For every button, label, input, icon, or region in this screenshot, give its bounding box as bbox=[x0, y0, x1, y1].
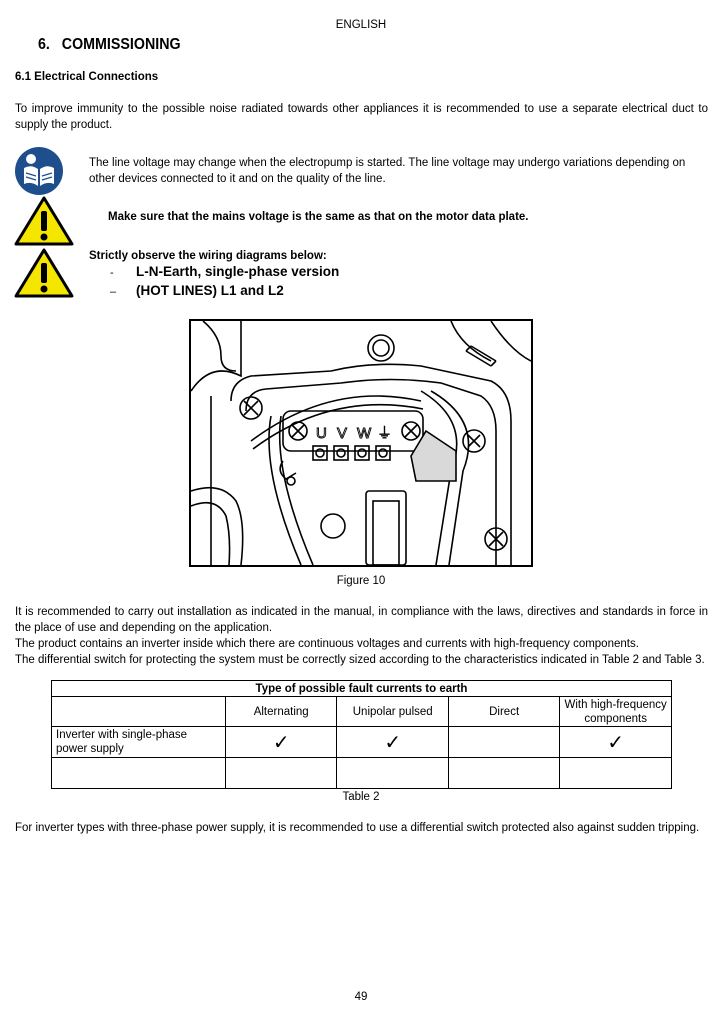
terminal-label-w: W bbox=[357, 425, 372, 442]
warning-icon bbox=[13, 195, 75, 252]
page-header-language: ENGLISH bbox=[335, 19, 387, 31]
section-title: 6. COMMISSIONING bbox=[38, 36, 181, 53]
subsection-title: 6.1 Electrical Connections bbox=[15, 71, 159, 83]
terminal-label-v: V bbox=[337, 425, 348, 442]
check-cell bbox=[448, 758, 559, 789]
mains-voltage-warning: Make sure that the mains voltage is the same as that on the motor data plate. bbox=[108, 211, 529, 223]
bullet-dash: – bbox=[110, 286, 117, 298]
table-header: Direct bbox=[448, 697, 559, 727]
warning-icon bbox=[13, 247, 75, 304]
check-cell: ✓ bbox=[337, 727, 448, 758]
row-label: Inverter with single-phase power supply bbox=[52, 727, 226, 758]
check-cell bbox=[448, 727, 559, 758]
bullet-text: (HOT LINES) L1 and L2 bbox=[136, 283, 284, 298]
check-cell bbox=[225, 758, 337, 789]
table-title: Type of possible fault currents to earth bbox=[52, 681, 672, 697]
bullet-text: L-N-Earth, single-phase version bbox=[136, 264, 340, 279]
wiring-instruction: Strictly observe the wiring diagrams below: bbox=[89, 250, 327, 262]
body-paragraph: The product contains an inverter inside which there are continuous voltages and currents with high-frequency components. bbox=[15, 638, 639, 650]
table-row bbox=[52, 758, 672, 789]
manual-note: The line voltage may change when the electropump is started. The line voltage may undergo variations depending on other devices connected to it and on the quality of the line. bbox=[89, 157, 686, 185]
page-number: 49 bbox=[354, 991, 368, 1003]
check-cell bbox=[560, 758, 672, 789]
wiring-bullet bbox=[110, 283, 284, 298]
check-cell: ✓ bbox=[225, 727, 337, 758]
earth-symbol: ⏚ bbox=[377, 424, 393, 442]
wiring-bullet bbox=[110, 264, 339, 279]
intro-paragraph: To improve immunity to the possible noise radiated towards other appliances it is recommended to use a separate electrical duct to supply the product. bbox=[15, 103, 708, 131]
fault-currents-table bbox=[51, 680, 672, 789]
body-paragraph: The differential switch for protecting the system must be correctly sized according to the characteristics indicated in Table 2 and Table 3. bbox=[15, 654, 705, 666]
terminal-label-u: U bbox=[316, 425, 327, 442]
check-cell bbox=[337, 758, 448, 789]
footer-note: For inverter types with three-phase power supply, it is recommended to use a differential switch protected also against sudden tripping. bbox=[15, 822, 700, 834]
figure-caption: Figure 10 bbox=[336, 575, 386, 587]
check-cell: ✓ bbox=[560, 727, 672, 758]
row-label bbox=[52, 758, 226, 789]
table-header: With high-frequency components bbox=[560, 697, 672, 727]
table-caption: Table 2 bbox=[342, 791, 380, 803]
table-row bbox=[52, 727, 672, 758]
read-manual-icon bbox=[14, 146, 64, 201]
table-header: Unipolar pulsed bbox=[337, 697, 448, 727]
table-header: Alternating bbox=[225, 697, 337, 727]
table-header-empty bbox=[52, 697, 226, 727]
bullet-dash: - bbox=[110, 267, 114, 279]
terminal-block-figure bbox=[189, 319, 533, 567]
body-paragraph: It is recommended to carry out installation as indicated in the manual, in compliance with the laws, directives and standards in force in the place of use and depending on the application. bbox=[15, 606, 708, 634]
